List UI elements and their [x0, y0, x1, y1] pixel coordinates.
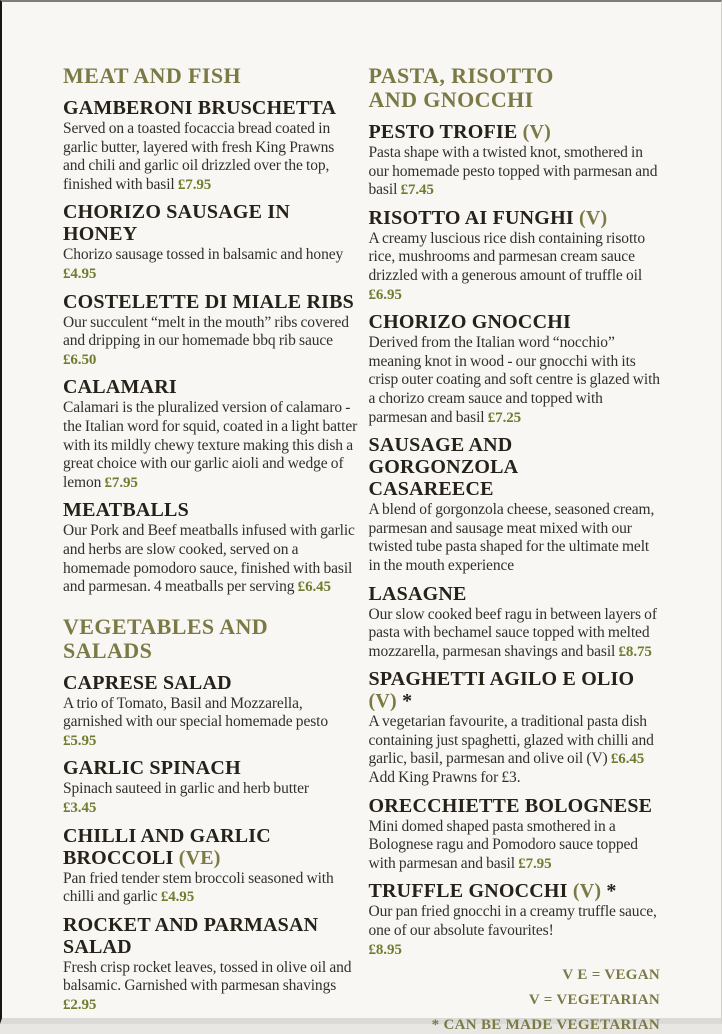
dish-price: £8.75	[618, 643, 652, 660]
dish-name-text: TRUFFLE GNOCCHI	[368, 880, 568, 903]
dish-name-text: SALAD	[63, 935, 132, 958]
dish-price: £7.95	[518, 855, 552, 872]
section-title-line1: PASTA, RISOTTO	[368, 63, 554, 88]
dish-name-text: SAUSAGE AND GORGONZOLA	[368, 434, 519, 479]
dish-name	[63, 672, 359, 694]
dish-description	[63, 120, 359, 194]
section-title: MEAT AND FISH	[63, 63, 241, 88]
legend-item-can-be-made-vegetarian: * CAN BE MADE VEGETARIAN	[431, 1017, 660, 1034]
dietary-legend	[369, 966, 661, 1034]
menu-item-caprese-salad	[63, 672, 359, 751]
dish-price: £6.45	[610, 751, 645, 768]
dish-name	[63, 914, 359, 958]
dish-description-text: A trio of Tomato, Basil and Mozzarella, garnished with our special homemade pesto	[63, 694, 329, 731]
dish-name-text: COSTELETTE DI MIALE RIBS	[63, 290, 355, 313]
dish-price: £6.50	[63, 351, 97, 368]
section-title-line2: AND GNOCCHI	[368, 87, 534, 112]
vegetarian-badge: (V)	[522, 121, 552, 143]
dish-price: £7.95	[104, 474, 138, 491]
dish-description-text: A vegetarian favourite, a traditional pasta dish containing just spaghetti, glazed with chilli and garlic, basil, parmesan and olive oil (V)	[368, 713, 654, 768]
dish-name-text: SPAGHETTI AGILO E OLIO	[368, 668, 635, 691]
dish-name-text: ROCKET AND PARMASAN	[63, 913, 319, 936]
menu-item-rocket-and-parmasan-salad	[63, 914, 359, 1015]
dish-name	[369, 121, 661, 143]
dish-description	[369, 903, 661, 959]
dish-description	[369, 144, 661, 200]
menu-item-lasagne	[369, 583, 661, 662]
dish-name-text: BROCCOLI	[63, 846, 174, 869]
dish-description	[63, 695, 359, 751]
dish-description-text: Our Pork and Beef meatballs infused with garlic and herbs are slow cooked, served on a homemade pomodoro sauce, finished with basil and parmesan. 4 meatballs per serving	[63, 522, 355, 596]
dish-description-text: Fresh crisp rocket leaves, tossed in olive oil and balsamic. Garnished with parmesan shavings	[63, 958, 352, 995]
legend-item-vegetarian: V = VEGETARIAN	[528, 992, 660, 1009]
legend-item-vegan: V E = VEGAN	[562, 967, 660, 984]
dish-description	[63, 870, 359, 907]
dish-name	[63, 499, 359, 521]
dish-name	[369, 311, 661, 333]
dish-description-extra: Add King Prawns for £3.	[368, 769, 521, 787]
section-title	[369, 64, 661, 112]
dish-name	[63, 201, 359, 245]
dish-price: £4.95	[63, 265, 97, 282]
dish-description-text: A creamy luscious rice dish containing risotto rice, mushrooms and parmesan cream sauce drizzled with a generous amount of truffle oil	[368, 229, 646, 284]
dish-description	[369, 230, 661, 304]
dish-description	[63, 522, 359, 596]
dish-name	[63, 825, 359, 869]
dish-description	[63, 959, 359, 1015]
dish-description-text: Our succulent “melt in the mouth” ribs covered and dripping in our homemade bbq rib sauce	[63, 313, 349, 350]
dish-price: £7.25	[487, 409, 522, 426]
section-title: VEGETABLES AND SALADS	[63, 613, 269, 663]
menu-item-meatballs	[63, 499, 359, 596]
dish-description-text: Our slow cooked beef ragu in between layers of pasta with bechamel sauce topped with melted mozzarella, parmesan shavings and basil	[368, 605, 657, 660]
dish-price: £7.45	[400, 182, 434, 199]
dish-name-text: RISOTTO AI FUNGHI	[368, 206, 574, 229]
section-vegetables-and-salads	[63, 615, 359, 1015]
dish-description	[369, 334, 661, 427]
dish-name-text: CHORIZO GNOCCHI	[368, 311, 571, 334]
dish-name-text: CAPRESE SALAD	[63, 671, 232, 694]
dish-name	[63, 97, 359, 119]
dish-price: £3.45	[63, 800, 97, 817]
dish-description	[63, 246, 359, 283]
dish-name-text: ORECCHIETTE BOLOGNESE	[368, 794, 653, 817]
dish-name-text: GAMBERONI BRUSCHETTA	[63, 97, 337, 119]
section-meat-and-fish	[63, 64, 359, 597]
vegetarian-badge: (V)	[368, 690, 397, 713]
dish-description	[369, 713, 661, 787]
can-be-vegetarian-star: *	[606, 880, 617, 903]
dish-description	[369, 501, 661, 575]
menu-item-orecchiette-bolognese	[369, 795, 661, 874]
vegetarian-badge: (V)	[579, 206, 608, 229]
dish-name	[369, 434, 661, 500]
dish-name-text: CALAMARI	[63, 376, 177, 399]
dish-name	[369, 795, 661, 817]
dish-description	[63, 780, 359, 817]
dish-name-text: CHILLI AND GARLIC	[63, 824, 271, 847]
dish-description-text: Calamari is the pluralized version of calamaro - the Italian word for squid, coated in a light batter with its mildly chewy texture making this dish a great choice with our garlic aioli and wedge of lemon	[63, 399, 358, 491]
dish-name	[369, 668, 661, 712]
dish-price: £6.95	[368, 286, 402, 303]
menu-item-risotto-ai-funghi	[369, 207, 661, 304]
dish-name	[63, 757, 359, 779]
menu-item-pesto-trofie	[369, 121, 661, 200]
dish-name	[63, 376, 359, 398]
dish-price: £6.45	[297, 579, 331, 596]
dish-description-text: Our pan fried gnocchi in a creamy truffle sauce, one of our absolute favourites!	[368, 903, 657, 940]
dish-description-text: Derived from the Italian word “nocchio” meaning knot in wood - our gnocchi with its crisp outer coating and soft centre is glazed with a chorizo cream sauce and topped with parmesan and basil	[368, 334, 660, 426]
dish-description	[369, 606, 661, 662]
dish-price: £4.95	[160, 889, 195, 906]
dish-price: £5.95	[63, 732, 97, 749]
dish-name	[369, 207, 661, 229]
menu-item-garlic-spinach	[63, 757, 359, 817]
can-be-vegetarian-star: *	[402, 690, 413, 713]
vegan-badge: (VE)	[178, 846, 221, 869]
dish-description	[63, 314, 359, 370]
dish-name-text: CASAREECE	[368, 478, 494, 501]
dish-name-text: LASAGNE	[368, 582, 467, 605]
dish-description	[63, 399, 359, 492]
menu-item-chilli-and-garlic-broccoli	[63, 825, 359, 907]
dish-name-text: CHORIZO SAUSAGE IN HONEY	[63, 201, 290, 246]
dish-price: £8.95	[368, 941, 402, 958]
menu-item-gamberoni-bruschetta	[63, 97, 359, 194]
menu-column-left	[63, 64, 359, 1018]
menu-item-calamari	[63, 376, 359, 492]
dish-price: £2.95	[63, 997, 97, 1014]
dish-description-text: Served on a toasted focaccia bread coated in garlic butter, layered with fresh King Prawns and chili and garlic oil drizzled over the top, finished with basil	[63, 120, 335, 193]
menu-item-chorizo-sausage-in-honey	[63, 201, 359, 283]
dish-description-text: Pan fried tender stem broccoli seasoned with chilli and garlic	[63, 869, 334, 906]
dish-price: £7.95	[177, 176, 212, 193]
menu-item-truffle-gnocchi	[369, 880, 661, 959]
dish-name-text: PESTO TROFIE	[368, 121, 518, 143]
dish-description-text: Pasta shape with a twisted knot, smothered in our homemade pesto topped with parmesan and basil	[368, 144, 658, 199]
section-pasta-risotto-gnocchi	[369, 64, 661, 1034]
menu-item-spaghetti-agilo-e-olio	[369, 668, 661, 787]
vegetarian-badge: (V)	[572, 880, 602, 903]
menu-item-sausage-and-gorgonzola-casareece	[369, 434, 661, 575]
dish-description-text: A blend of gorgonzola cheese, seasoned cream, parmesan and sausage meat mixed with our twisted tube pasta shaped for the ultimate melt in the mouth experience	[368, 501, 655, 574]
dish-name-text: MEATBALLS	[63, 499, 189, 522]
dish-name	[369, 880, 661, 902]
dish-name-text: GARLIC SPINACH	[63, 757, 241, 780]
dish-description-text: Spinach sauteed in garlic and herb butter	[63, 780, 309, 798]
dish-description-text: Mini domed shaped pasta smothered in a Bolognese ragu and Pomodoro sauce topped with parmesan and basil	[368, 817, 638, 872]
dish-name	[369, 583, 661, 605]
menu-item-chorizo-gnocchi	[369, 311, 661, 427]
menu-column-right	[368, 63, 661, 1034]
menu-item-costelette-di-miale-ribs	[63, 291, 359, 370]
dish-description	[369, 818, 661, 874]
dish-name	[63, 291, 359, 313]
dish-description-text: Chorizo sausage tossed in balsamic and honey	[63, 246, 344, 264]
